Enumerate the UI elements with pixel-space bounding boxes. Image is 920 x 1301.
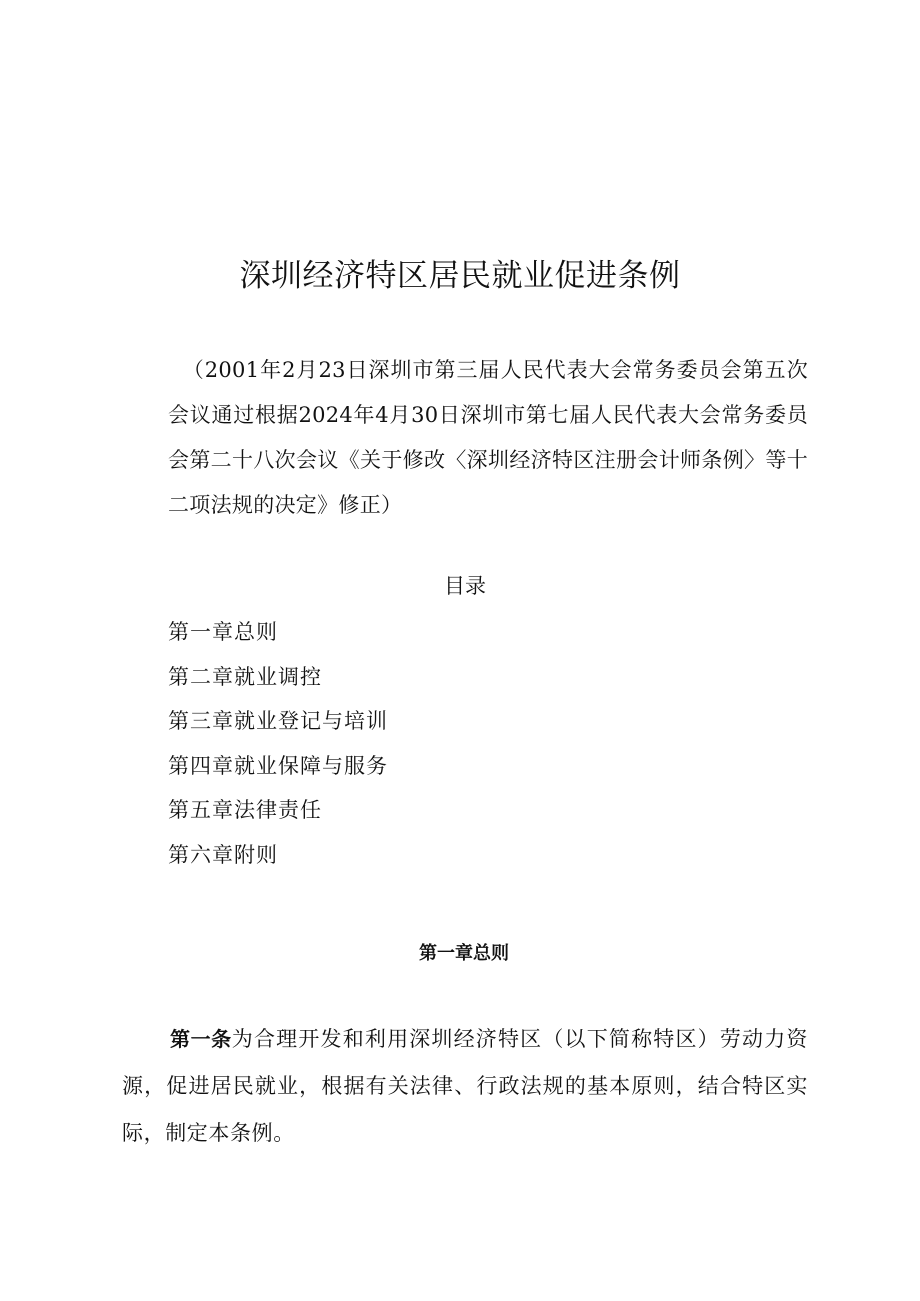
toc-item-chapter-5[interactable]: 第五章法律责任 (168, 798, 322, 823)
toc-item-chapter-2[interactable]: 第二章就业调控 (168, 664, 322, 689)
article-number: 第一条 (170, 1027, 232, 1051)
article-1 (122, 1016, 808, 1157)
adoption-note (168, 348, 808, 528)
table-of-contents (168, 610, 388, 878)
toc-item-chapter-3[interactable]: 第三章就业登记与培训 (168, 709, 388, 734)
toc-item-chapter-6[interactable]: 第六章附则 (168, 842, 278, 867)
toc-item-chapter-4[interactable]: 第四章就业保障与服务 (168, 753, 388, 778)
chapter-heading: 第一章总则 (419, 943, 509, 964)
document-title: 深圳经济特区居民就业促进条例 (239, 258, 681, 294)
article-text: 为合理开发和利用深圳经济特区（以下简称特区）劳动力资源，促进居民就业，根据有关法律、行政法规的基本原则，结合特区实际，制定本条例。 (122, 1027, 808, 1145)
adoption-note-text: （2001年2月23日深圳市第三届人民代表大会常务委员会第五次会议通过根据2024年4月30日深圳市第七届人民代表大会常务委员会第二十八次会议《关于修改〈深圳经济特区注册会计师条例〉等十二项法规的决定》修正） (168, 358, 808, 517)
toc-item-chapter-1[interactable]: 第一章总则 (168, 620, 278, 644)
toc-heading: 目录 (444, 574, 486, 598)
